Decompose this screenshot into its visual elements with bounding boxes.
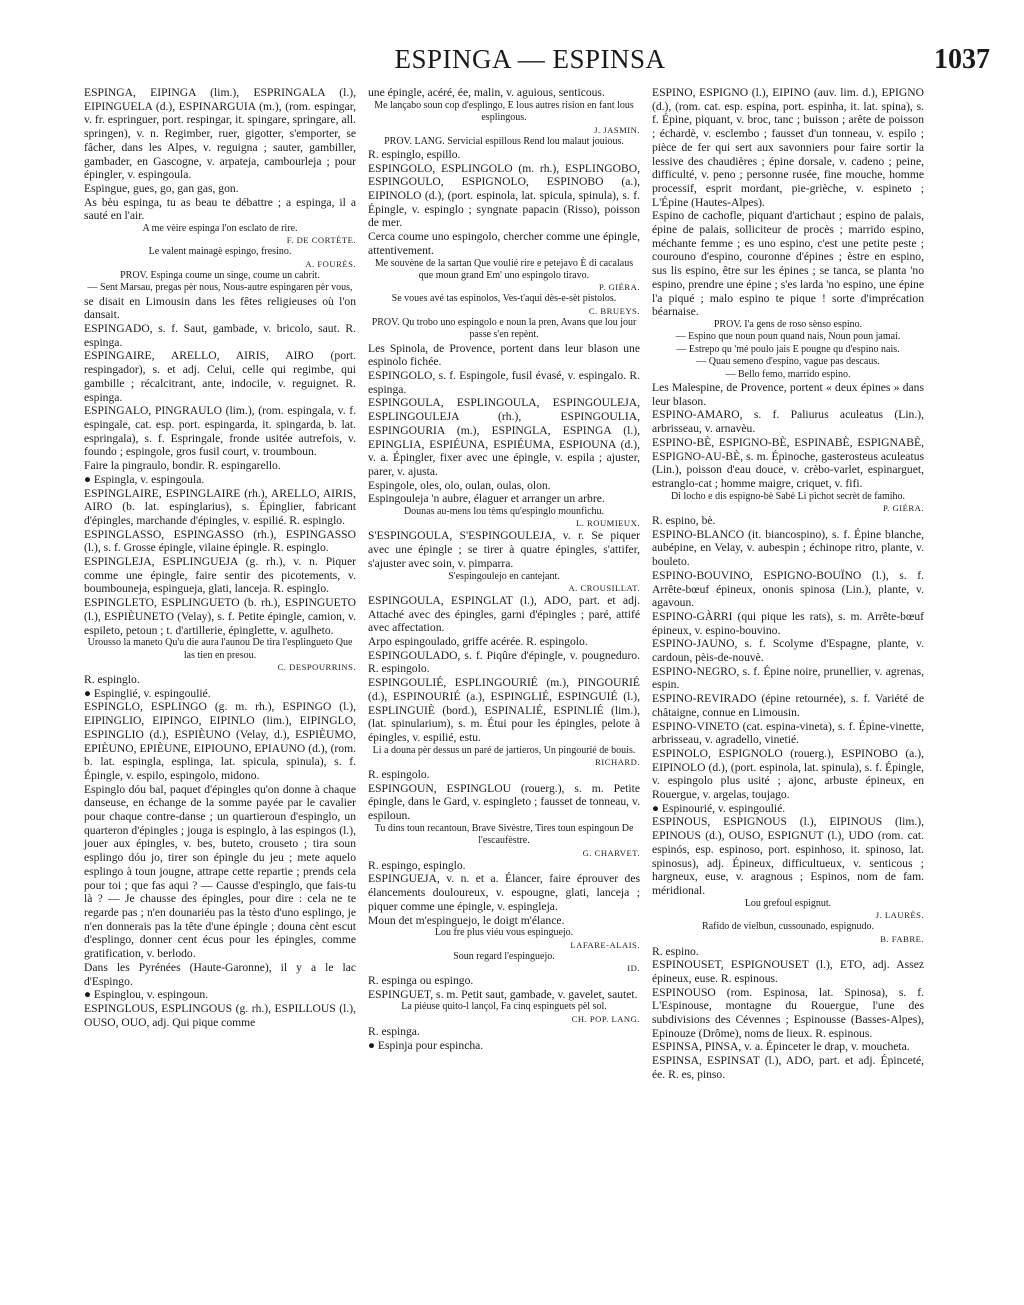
dictionary-entry: ESPINGLAIRE, ESPINGLAIRE (rh.), ARELLO, AIRIS, AIRO (b. lat. espinglarius), s. Épinglier, fabricant d'épingles, marchande d'épingles, v. espilié. R. espinglo. bbox=[84, 486, 356, 527]
dictionary-entry: ESPINO-REVIRADO (épine retournée), s. f. Variété de châtaigne, connue en Limousin. bbox=[652, 692, 924, 719]
dictionary-entry: R. espinga. bbox=[368, 1024, 420, 1038]
quotation: Me souvène de la sartan Que voulié rire e petejavo È di cacalaus que moun grand Em' uno espingolo tiravo. bbox=[374, 257, 634, 281]
quotation: Li a douna pèr dessus un paré de jartieros, Un pingourié de bouis. bbox=[372, 744, 636, 756]
dictionary-entry: Espingue, gues, go, gan gas, gon. bbox=[84, 181, 239, 195]
dictionary-entry: Espinglo dóu bal, paquet d'épingles qu'on donne à chaque danseuse, en échange de la somme payée par le cavalier pour chaque contre-danse ; un quartieroun d'espinglo, un quarteron d'épingles ; jouga is espinglo, à las espingos (l.), jouer aux épingles, v. bes, buteto, crouseto ; tira soun esplingo dóu jo, tirer son épingle du jeu ; mete aquelo esplingo à toun jougne, attrape cette repartie ; prends cela pour toi ; que fas aqui ? — Causse d'espinglo, que fais-tu là ? — Je chausse des épingles, pour dire : cela ne te regarde pas ; n'en dounariéu pas la tèsto d'uno esplingo, je n'en donnerais pas la tête d'une épingle ; douna cènt escut d'esplingo, donner cent écus pour les épingles, comme gratification, v. berlodo. bbox=[84, 782, 356, 961]
dictionary-entry: ESPINO-VINETO (cat. espina-vineta), s. f. Épine-vinette, arbrisseau, v. agradello, vinetié. bbox=[652, 719, 924, 747]
quotation-author: J. JASMIN. bbox=[594, 124, 640, 135]
dictionary-entry: ESPINO-JAUNO, s. f. Scolyme d'Espagne, plante, v. cardoun, pèis-de-nouvè. bbox=[652, 637, 924, 665]
dictionary-entry: Espingole, oles, olo, oulan, oulas, olon. bbox=[368, 478, 551, 492]
quotation: Lou fre plus viéu vous espinguejo. bbox=[434, 927, 574, 939]
dictionary-entry: R. espino, bè. bbox=[652, 514, 716, 528]
page-header bbox=[0, 44, 1024, 84]
quotation-author: F. DE CORTÈTE. bbox=[286, 235, 356, 246]
quotation: PROV. LANG. Servicial espillous Rend lou malaut jouious. bbox=[384, 135, 624, 147]
quotation: Lou grefoul espignut. bbox=[744, 897, 832, 909]
quotation-author: L. ROUMIEUX. bbox=[575, 518, 640, 529]
dictionary-entry: ● Espinglié, v. espingoulié. bbox=[84, 686, 211, 700]
dictionary-entry: ESPINOLO, ESPIGNOLO (rouerg.), ESPINOBO (a.), EIPINOLO (d.), (port. espinola, lat. spinula), s. f. Épingle, v. espingolo plus usité ; ajonc, arbuste épineux, en Rouergue, v. argelas, toujago. bbox=[652, 746, 924, 802]
quotation-author: C. BRUEYS. bbox=[588, 305, 640, 316]
dictionary-entry: As bèu espinga, tu as beau te débattre ; a espinga, il a sauté en l'air. bbox=[84, 195, 356, 223]
dictionary-entry: ESPINO-BÈ, ESPIGNO-BÈ, ESPINABÈ, ESPIGNABÈ, ESPIGNO-AU-BÈ, s. m. Épinoche, gasterosteus aculeatus (Lin.), poisson d'eau douce, v. crèbo-varlet, espinarguet, estranglo-cat ; homme maigre, criquet, v. fifi. bbox=[652, 435, 924, 490]
column-left bbox=[84, 86, 356, 1029]
dictionary-entry: ESPINSA, PINSA, v. a. Épinceter le drap, v. moucheta. bbox=[652, 1040, 910, 1054]
quotation-author: B. FABRE. bbox=[880, 933, 924, 944]
quotation-author: C. DESPOURRINS. bbox=[277, 662, 356, 673]
dictionary-entry: ESPINOUSET, ESPIGNOUSET (l.), ETO, adj. Assez épineux, euse. R. espinous. bbox=[652, 958, 924, 985]
dictionary-entry: ESPINGUET, s. m. Petit saut, gambade, v. gavelet, sautet. bbox=[368, 987, 638, 1001]
dictionary-entry: ESPINGALO, PINGRAULO (lim.), (rom. espingala, v. f. espingale, cat. esp. port. espingarda, it. spingarda, b. lat. espringala), s. f. Espringale, fronde usitée autrefois, v. foundo ; espingole, gros fusil court, v. troumboun. bbox=[84, 404, 356, 459]
dictionary-entry: ESPINO-BOUVINO, ESPIGNO-BOUÏNO (l.), s. f. Arrête-bœuf épineux, ononis spinosa (Lin.), plante, v. agavoun. bbox=[652, 568, 924, 610]
page-title: ESPINGA — ESPINSA bbox=[394, 44, 666, 74]
dictionary-entry: ESPINGOUN, ESPINGLOU (rouerg.), s. m. Petite épingle, dans le Gard, v. espingleto ; fausset de tonneau, v. espiloun. bbox=[368, 781, 640, 823]
quotation: Di locho e dis espigno-bè Sabè Li pichot secrèt de famiho. bbox=[670, 490, 906, 502]
quotation: — Espino que noun poun quand nais, Noun poun jamai. bbox=[675, 331, 901, 343]
quotation-author: CH. POP. LANG. bbox=[571, 1013, 640, 1024]
column-middle bbox=[368, 86, 640, 1052]
dictionary-entry: R. espino. bbox=[652, 944, 699, 958]
dictionary-entry: Les Spinola, de Provence, portent dans leur blason une espinolo fichée. bbox=[368, 341, 640, 369]
quotation-author: J. LAURÈS. bbox=[875, 910, 924, 921]
dictionary-entry: Espingouleja 'n aubre, élaguer et arranger un arbre. bbox=[368, 492, 605, 506]
quotation: Se voues avé tas espinolos, Ves-t'aqui dès-e-sèt pistolos. bbox=[391, 293, 617, 305]
dictionary-entry: ESPINGOULA, ESPLINGOULA, ESPINGOULEJA, ESPLINGOULEJA (rh.), ESPINGOULIA, ESPINGOURIA (m.), ESPINGLA, ESPINGA (l.), EPINGLIA, ESPIÉUNA, ESPIÉUMA, ESPIOUNA (d.), v. a. Épingler, fixer avec une épingle, v. espila ; ajuster, parer, v. ajusta. bbox=[368, 396, 640, 478]
dictionary-entry: ESPINGLOUS, ESPLINGOUS (g. rh.), ESPILLOUS (l.), OUSO, OUO, adj. Qui pique comme bbox=[84, 1001, 356, 1029]
dictionary-entry: Moun det m'espinguejo, le doigt m'élance. bbox=[368, 913, 565, 927]
dictionary-entry: ESPINGOLO, ESPLINGOLO (m. rh.), ESPLINGOBO, ESPINGOULO, ESPIGNOLO, ESPINOBO (a.), EIPINOLO (d.), (port. espinola, lat. spicula, spinula), s. f. Épingle, v. espinglo ; syngnate papacin (Risso), poisson de mer. bbox=[368, 161, 640, 230]
dictionary-entry: ESPINGA, EIPINGA (lim.), ESPRINGALA (l.), EIPINGUELA (d.), ESPINARGUIA (m.), (rom. espingar, v. fr. espringuer, port. respingar, it. spingare, springare, all. springen), v. n. Regimber, ruer, gigotter, s'emporter, se fâcher, dans les Alpes, v. reguigna ; sauter, gambiller, gambader, en Gascogne, v. arpateja, cambourleja ; pour épingler, v. espingoula. bbox=[84, 86, 356, 182]
quotation: Le valent mainagè espingo, fresino. bbox=[148, 246, 292, 258]
dictionary-entry: ● Espinja pour espincha. bbox=[368, 1038, 484, 1052]
dictionary-entry: Les Malespine, de Provence, portent « deux épines » dans leur blason. bbox=[652, 380, 924, 408]
quotation-author: A. FOURÈS. bbox=[305, 258, 356, 269]
quotation-author: A. CROUSILLAT. bbox=[568, 582, 640, 593]
dictionary-entry: ESPINGUEJA, v. n. et a. Élancer, faire éprouver des élancements douloureux, v. espougne, glati, lanceja ; piquer comme une épingle, v. espingleja. bbox=[368, 872, 640, 913]
quotation: Tu dins toun recantoun, Brave Sivèstre, Tires toun espingoun De l'escaufèstre. bbox=[374, 822, 634, 847]
quotation: Dounas au-mens lou tèms qu'espinglo mounfichu. bbox=[403, 506, 605, 518]
dictionary-entry: ESPINGOULA, ESPINGLAT (l.), ADO, part. et adj. Attaché avec des épingles, garni d'épingles ; paré, attifé avec affectation. bbox=[368, 593, 640, 635]
dictionary-entry: Arpo espingoulado, griffe acérée. R. espingolo. bbox=[368, 635, 588, 649]
dictionary-entry: S'ESPINGOULA, S'ESPINGOULEJA, v. r. Se piquer avec une épingle ; se tirer à quatre épingles, s'attifer, s'ajuster avec soin, v. pimparra. bbox=[368, 529, 640, 570]
dictionary-entry: R. espingolo. bbox=[368, 768, 430, 782]
dictionary-entry: Dans les Pyrénées (Haute-Garonne), il y a le lac d'Espingo. bbox=[84, 960, 356, 988]
dictionary-entry: Cerca coume uno espingolo, chercher comme une épingle, attentivement. bbox=[368, 230, 640, 257]
quotation-author: RICHARD. bbox=[595, 757, 640, 768]
column-right bbox=[652, 86, 924, 1082]
quotation: — Estrepo qu 'mé poulo jais E pougne qu d'espino nais. bbox=[676, 343, 900, 355]
dictionary-entry: ESPINO-GÀRRI (qui pique les rats), s. m. Arrête-bœuf épineux, v. espino-bouvino. bbox=[652, 609, 924, 637]
quotation: — Sent Marsau, pregas pèr nous, Nous-autre espingaren pèr vous, bbox=[87, 282, 353, 294]
dictionary-entry: ESPINGLETO, ESPLINGUETO (b. rh.), ESPINGUETO (l.), ESPIÈUNETO (Velay), s. f. Petite épingle, camion, v. espileto, petoun ; t. d'artillerie, épinglette, v. agulheto. bbox=[84, 596, 356, 637]
quotation-author: LAFARE-ALAIS. bbox=[570, 939, 640, 950]
quotation: PROV. Espinga coume un singe, coume un cabrit. bbox=[120, 269, 320, 281]
dictionary-entry: ESPINGOLO, s. f. Espingole, fusil évasé, v. espingalo. R. espinga. bbox=[368, 368, 640, 396]
dictionary-entry: ESPINGAIRE, ARELLO, AIRIS, AIRO (port. respingador), s. et adj. Celui, celle qui regimbe, qui gambille ; récalcitrant, ante, indocile, v. reguignet. R. espinga. bbox=[84, 349, 356, 404]
dictionary-entry: Faire la pingraulo, bondir. R. espingarello. bbox=[84, 459, 281, 473]
dictionary-entry: ESPINSA, ESPINSAT (l.), ADO, part. et adj. Épinceté, ée. R. es, pinso. bbox=[652, 1054, 924, 1081]
dictionary-entry: R. espinglo, espillo. bbox=[368, 147, 461, 161]
quotation-author: G. CHARVET. bbox=[582, 847, 640, 858]
dictionary-entry: une épingle, acéré, ée, malin, v. aguious, senticous. bbox=[368, 86, 605, 99]
quotation: A me vèire espinga l'on esclato de rire. bbox=[142, 223, 298, 235]
dictionary-entry: ● Espingla, v. espingoula. bbox=[84, 472, 205, 486]
dictionary-entry: ● Espinglou, v. espingoun. bbox=[84, 988, 209, 1002]
dictionary-entry: se disait en Limousin dans les fêtes religieuses où l'on dansait. bbox=[84, 294, 356, 322]
quotation: La piéuse quito-l lançol, Fa cinq espinguets pèl sol. bbox=[401, 1001, 607, 1013]
quotation: PROV. Qu trobo uno espingolo e noun la pren, Avans que lou jour passe s'en repènt. bbox=[371, 316, 637, 341]
dictionary-entry: ESPINO-AMARO, s. f. Paliurus aculeatus (Lin.), arbrisseau, v. arnavèu. bbox=[652, 408, 924, 436]
quotation-author: ID. bbox=[627, 963, 640, 974]
page-number: 1037 bbox=[934, 44, 990, 75]
quotation: Rafido de vielbun, cussounado, espignudo. bbox=[702, 921, 874, 933]
dictionary-entry: R. espinglo. bbox=[84, 673, 140, 687]
quotation: Soun regard l'espinguejo. bbox=[453, 950, 555, 962]
dictionary-entry: ESPINGOULIÉ, ESPLINGOURIÉ (m.), PINGOURIÉ (d.), ESPINOURIÉ (a.), ESPINGLIÉ, ESPINGUIÉ (l.), ESPLINGUIÈ (bord.), ESPINALIÉ, ESPINLIÉ (lim.), (lat. spinularium), s. m. Étui pour les épingles, pelote à épingles, v. espilié, estu. bbox=[368, 676, 640, 744]
dictionary-entry: ESPINO, ESPIGNO (l.), EIPINO (auv. lim. d.), EPIGNO (d.), (rom. cat. esp. espina, port. espinha, it. lat. spina), s. f. Épine, piquant, v. broc, tanc ; buisson ; arête de poisson ; échardè, v. esclembo ; fausset d'un tonneau, v. espilo ; pièce de fer qui sert aux savonniers pour faire sortir la lessive des chaudières ; épine dorsale, v. cadeno ; peine, difficulté, v. peno ; personne rusée, fine mouche, homme processif, esprit mordant, pie-grièche, v. espineto ; L'Épine (Hautes-Alpes). bbox=[652, 86, 924, 209]
quotation: PROV. I'a gens de roso sènso espino. bbox=[713, 318, 863, 330]
dictionary-entry: ESPINGLO, ESPLINGO (g. m. rh.), ESPINGO (l.), EIPINGLIO, EIPINGO, EIPINLO (lim.), EIPINGLO, ESPINGLIO (d.), ESPIÈUNO (Velay, d.), ESPIÈUMO, EPIÈUNO, EPIÈUNE, EIPIOUNO, EPIAUNO (d.), (rom. b. lat. espingla, esplinga, lat. spicula, spinula), s. f. Épingle, v. espilo, espingolo, midono. bbox=[84, 700, 356, 782]
dictionary-entry: ESPINGOULADO, s. f. Piqûre d'épingle, v. pougneduro. R. espingolo. bbox=[368, 648, 640, 676]
quotation: — Bello femo, marrido espino. bbox=[725, 368, 851, 380]
dictionary-entry: Espino de cachofle, piquant d'artichaut ; espino de palais, épine de palais, solliciteur de procès ; marrido espino, méchante femme ; es uno espino, c'est une petite peste ; courouno d'espino, couronne d'épines ; èstre en espino, sus lis espino, être sur les épines ; se tanca, se planta 'no espino, prendre une épine ; s'es larda 'no espino, une épine l'a piqué ; malo espino te pique ! sorte d'imprécation béarnaise. bbox=[652, 209, 924, 319]
dictionary-entry: ● Espinourié, v. espingoulié. bbox=[652, 801, 786, 815]
dictionary-entry: ESPINGADO, s. f. Saut, gambade, v. bricolo, saut. R. espinga. bbox=[84, 322, 356, 349]
quotation-author: P. GIÉRA. bbox=[598, 282, 640, 293]
dictionary-entry: ESPINO-BLANCO (it. biancospino), s. f. Épine blanche, aubépine, en Velay, v. aubespin ; échinope ritro, plante, v. bouleto. bbox=[652, 527, 924, 569]
quotation-author: P. GIÉRA. bbox=[882, 503, 924, 514]
quotation: — Quau semeno d'espino, vague pas descaus. bbox=[696, 356, 880, 368]
dictionary-entry: ESPINOUSO (rom. Espinosa, lat. Spinosa), s. f. L'Espinouse, montagne du Rouergue, l'une des subdivisions des Cévennes ; Espinousse (Basses-Alpes), Epinouze (Drôme), noms de lieux. R. espinous. bbox=[652, 985, 924, 1040]
quotation: S'espingoulejo en cantejant. bbox=[448, 570, 560, 582]
dictionary-entry: ESPINGLASSO, ESPINGASSO (rh.), ESPINGASSO (l.), s. f. Grosse épingle, vilaine épingle. R. espinglo. bbox=[84, 527, 356, 555]
quotation: Me lançabo soun cop d'esplingo, E lous autres rision en fant lous esplingous. bbox=[374, 99, 634, 124]
dictionary-entry: ESPINOUS, ESPIGNOUS (l.), EIPINOUS (lim.), EPINOUS (d.), OUSO, ESPIGNUT (l.), UDO (rom. cat. espinós, esp. espinoso, port. espinhoso, it. spinoso, lat. spinosus), adj. Épineux, difficultueux, v. senticous ; hargneux, euse, v. aragnous ; Espinos, nom de fam. méridional. bbox=[652, 815, 924, 897]
dictionary-entry: ESPINGLEJA, ESPLINGUEJA (g. rh.), v. n. Piquer comme une épingle, faire sentir des picotements, v. boumbouneja, espingueja, glati, lanceja. R. espinglo. bbox=[84, 555, 356, 596]
dictionary-entry: R. espingo, espinglo. bbox=[368, 858, 466, 872]
dictionary-entry: ESPINO-NEGRO, s. f. Épine noire, prunellier, v. agrenas, espin. bbox=[652, 664, 924, 692]
dictionary-entry: R. espinga ou espingo. bbox=[368, 974, 474, 988]
quotation: Urousso la maneto Qu'u die aura l'aunou De tira l'esplingueto Que las tien en presou. bbox=[87, 637, 353, 661]
